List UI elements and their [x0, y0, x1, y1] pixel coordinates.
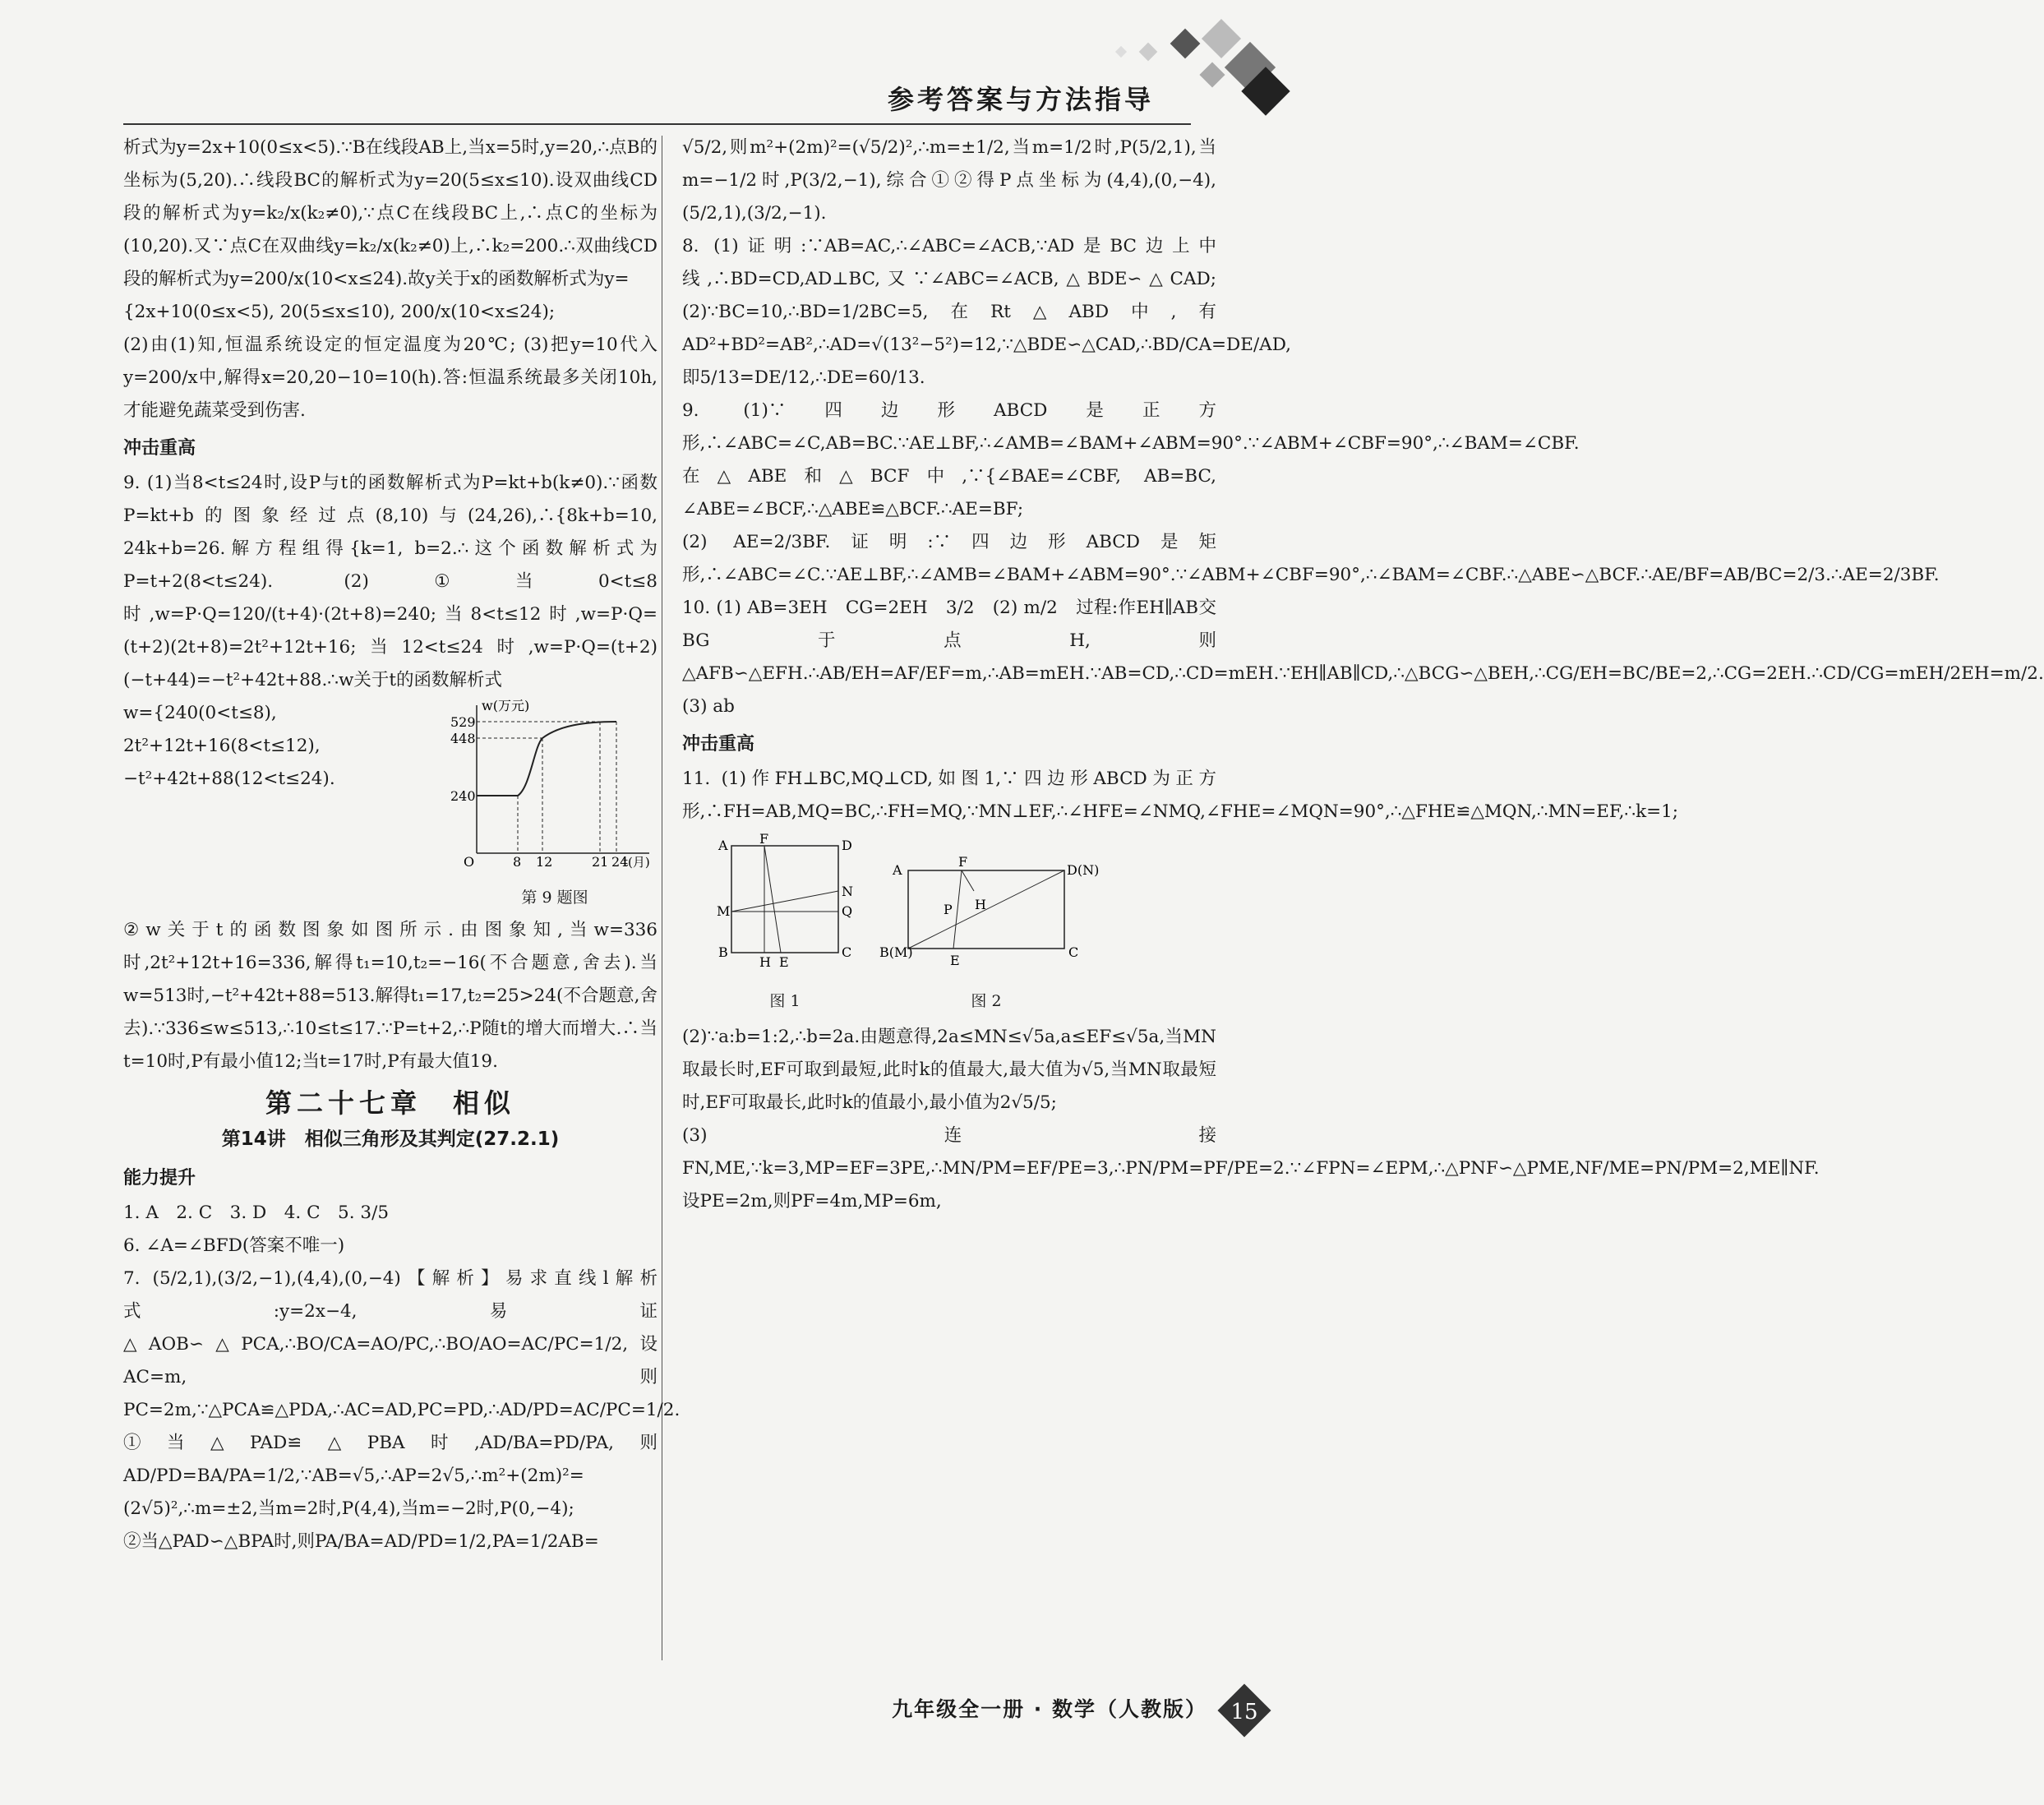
right-para-1: √5/2,则m²+(2m)²=(√5/2)²,∴m=±1/2,当m=1/2时,P(5/2,1),当m=−1/2时,P(3/2,−1),综合①②得P点坐标为(4,4),(0,−4),(5/2,1),(3/2,−1). — [682, 137, 1216, 224]
fig1-label-b: B — [718, 944, 728, 960]
q9-cases: w={240(0<t≤8), 2t²+12t+16(8<t≤12), −t²+42t+88(12<t≤24). — [123, 703, 335, 789]
chart-ytick-448: 448 — [450, 731, 476, 746]
section-heading-1: 冲击重高 — [123, 438, 196, 459]
fig1-label-n: N — [842, 884, 853, 899]
figure-2-caption: 图 2 — [971, 992, 1002, 1010]
q9-part-a: 9. (1)当8<t≤24时,设P与t的函数解析式为P=kt+b(k≠0).∵函数P=kt+b的图象经过点(8,10)与(24,26),∴{8k+b=10, 24k+b=26.解方程组得{k=1, b=2.∴这个函数解析式为P=t+2(8<t≤24). (2)①当0<t≤8时,w=P·Q=120/(t+4)·(2t+8)=240;当8<t≤12时,w=P·Q=(t+2)(2t+8)=2t²+12t+16;当12<t≤24时,w=P·Q=(t+2)(−t+44)=−t²+42t+88.∴w关于t的函数解析式 — [123, 473, 657, 690]
q10-answer: 10. (1) AB=3EH CG=2EH 3/2 (2) m/2 过程:作EH∥AB交BG于点H,则△AFB∽△EFH.∴AB/EH=AF/EF=m,∴AB=mEH.∵AB=CD,∴CD=mEH.∵EH∥AB∥CD,∴△BCG∽△BEH,∴CG/EH=BC/BE=2,∴CG=2EH.∴CD/CG=mEH/2EH=m/2.(3) ab — [682, 598, 2044, 717]
header-title: 参考答案与方法指导 — [887, 84, 1154, 115]
left-para-1b: (2)由(1)知,恒温系统设定的恒定温度为20℃; (3)把y=10代入y=200/x中,解得x=20,20−10=10(h).答:恒温系统最多关闭10h,才能避免蔬菜受到伤害. — [123, 335, 657, 421]
fig2-label-h: H — [975, 897, 986, 912]
q8-answer: 8. (1)证明:∵AB=AC,∴∠ABC=∠ACB,∵AD是BC边上中线,∴BD=CD,AD⊥BC,又∵∠ABC=∠ACB,△BDE∽△CAD; (2)∵BC=10,∴BD=1/2BC=5,在Rt△ABD中,有AD²+BD²=AB²,∴AD=√(13²−5²)=12,∵△BDE∽△CAD,∴BD/CA=DE/AD,即5/13=DE/12,∴DE=60/13. — [682, 236, 1292, 388]
fig2-label-e: E — [950, 953, 960, 968]
chart-xlabel: t(月) — [623, 855, 650, 870]
fig1-label-c: C — [842, 944, 852, 960]
chart-xtick-8: 8 — [513, 854, 522, 870]
chapter-title: 第二十七章 相似 — [265, 1087, 515, 1119]
right-column — [682, 132, 2044, 1218]
fig1-label-f: F — [759, 831, 769, 847]
figure-1-svg — [715, 833, 855, 973]
fig1-label-e: E — [779, 954, 789, 970]
q7-answer: 7. (5/2,1),(3/2,−1),(4,4),(0,−4)【解析】易求直线l解析式:y=2x−4,易证△AOB∽△PCA,∴BO/CA=AO/PC,∴BO/AO=AC/PC=1/2,设AC=m,则PC=2m,∵△PCA≌△PDA,∴AC=AD,PC=PD,∴AD/PD=AC/PC=1/2. — [123, 1268, 681, 1420]
chart-xtick-21: 21 — [592, 854, 609, 870]
figure-1 — [715, 833, 855, 1018]
fig2-label-b: B(M) — [879, 944, 913, 960]
fig1-label-h: H — [759, 954, 771, 970]
left-column — [123, 132, 681, 1558]
q7-case-1: ①当△PAD≌△PBA时,AD/BA=PD/PA,则AD/PD=BA/PA=1/2,∵AB=√5,∴AP=2√5,∴m²+(2m)²=(2√5)²,∴m=±2,当m=2时,P(4,4),当m=−2时,P(0,−4); — [123, 1433, 657, 1519]
footer-book-title: 九年级全一册 · 数学（人教版） — [892, 1697, 1207, 1721]
fig1-label-m: M — [717, 903, 731, 919]
figure-2 — [879, 833, 1100, 1018]
chart-ytick-240: 240 — [450, 788, 476, 804]
fig2-label-f: F — [958, 854, 968, 870]
chart-xtick-12: 12 — [536, 854, 553, 870]
q11-part-2: (2)∵a:b=1:2,∴b=2a.由题意得,2a≤MN≤√5a,a≤EF≤√5a,当MN取最长时,EF可取到最短,此时k的值最大,最大值为√5,当MN取最短时,EF可取最长,此时k的值最小,最小值为2√5/5; — [682, 1027, 1216, 1113]
chart-xtick-24: 24 — [611, 854, 629, 870]
q7-case-2: ②当△PAD∽△BPA时,则PA/BA=AD/PD=1/2,PA=1/2AB= — [123, 1531, 599, 1552]
fig1-label-a: A — [718, 838, 728, 853]
q9-right-answer: 9. (1)∵四边形ABCD是正方形,∴∠ABC=∠C,AB=BC.∵AE⊥BF,∴∠AMB=∠BAM+∠ABM=90°.∵∠ABM+∠CBF=90°,∴∠BAM=∠CBF.在△ABE和△BCF中,∵{∠BAE=∠CBF, AB=BC, ∠ABE=∠BCF,∴△ABE≌△BCF.∴AE=BF; — [682, 400, 1580, 519]
left-para-1: 析式为y=2x+10(0≤x<5).∵B在线段AB上,当x=5时,y=20,∴点B的坐标为(5,20).∴线段BC的解析式为y=20(5≤x≤10).设双曲线CD段的解析式为y=k₂/x(k₂≠0),∵点C在线段BC上,∴点C的坐标为(10,20).又∵点C在双曲线y=k₂/x(k₂≠0)上,∴k₂=200.∴双曲线CD段的解析式为y=200/x(10<x≤24).故y关于x的函数解析式为y= — [123, 137, 657, 289]
chart-ytick-529: 529 — [450, 714, 476, 730]
page-number: 15 — [1230, 1700, 1258, 1724]
left-cases-1: {2x+10(0≤x<5), 20(5≤x≤10), 200/x(10<x≤24); — [123, 302, 556, 322]
lecture-title: 第14讲 相似三角形及其判定(27.2.1) — [221, 1129, 560, 1150]
q11-answer: 11. (1)作FH⊥BC,MQ⊥CD,如图1,∵四边形ABCD为正方形,∴FH=AB,MQ=BC,∴FH=MQ,∵MN⊥EF,∴∠HFE=∠NMQ,∠FHE=∠MQN=90°,∴△FHE≌△MQN,∴MN=EF,∴k=1; — [682, 769, 1679, 822]
figure-1-caption: 图 1 — [769, 992, 801, 1010]
q6-answer: 6. ∠A=∠BFD(答案不唯一) — [123, 1235, 345, 1256]
q9-chart — [452, 697, 657, 914]
page-number-badge — [1216, 1682, 1273, 1739]
chart-origin: O — [464, 854, 475, 870]
fig2-label-c: C — [1068, 944, 1079, 960]
q11-part-3: (3)连接FN,ME,∵k=3,MP=EF=3PE,∴MN/PM=EF/PE=3,∴PN/PM=PF/PE=2.∵∠FPN=∠EPM,∴△PNF∽△PME,NF/ME=PN/PM=2,ME∥NF.设PE=2m,则PF=4m,MP=6m, — [682, 1125, 1820, 1212]
q9-right-part2: (2) AE=2/3BF.证明:∵四边形ABCD是矩形,∴∠ABC=∠C.∵AE⊥BF,∴∠AMB=∠BAM+∠ABM=90°.∵∠ABM+∠CBF=90°,∴∠BAM=∠CBF.∴△ABE∽△BCF.∴AE/BF=AB/BC=2/3.∴AE=2/3BF. — [682, 532, 1940, 585]
q11-figures — [715, 833, 1216, 1018]
figure-2-svg — [879, 833, 1100, 973]
chart-caption: 第 9 题图 — [521, 889, 588, 907]
fig1-label-q: Q — [842, 903, 853, 919]
chart-ylabel: w(万元) — [482, 698, 530, 713]
fig2-label-a: A — [893, 862, 902, 878]
section-heading-2: 能力提升 — [123, 1168, 196, 1189]
q9-part-b: ②w关于t的函数图象如图所示.由图象知,当w=336时,2t²+12t+16=336,解得t₁=10,t₂=−16(不合题意,舍去).当w=513时,−t²+42t+88=513.解得t₁=17,t₂=25>24(不合题意,舍去).∵336≤w≤513,∴10≤t≤17.∵P=t+2,∴P随t的增大而增大.∴当t=10时,P有最小值12;当t=17时,P有最大值19. — [123, 920, 657, 1072]
fig2-label-d: D(N) — [1067, 862, 1100, 878]
fig2-label-p: P — [944, 902, 953, 917]
q1-5-answers: 1. A 2. C 3. D 4. C 5. 3/5 — [123, 1203, 390, 1223]
q9-chart-svg — [452, 697, 657, 870]
section-heading-right: 冲击重高 — [682, 734, 755, 755]
fig1-label-d: D — [842, 838, 852, 853]
header-rule — [123, 123, 1191, 125]
